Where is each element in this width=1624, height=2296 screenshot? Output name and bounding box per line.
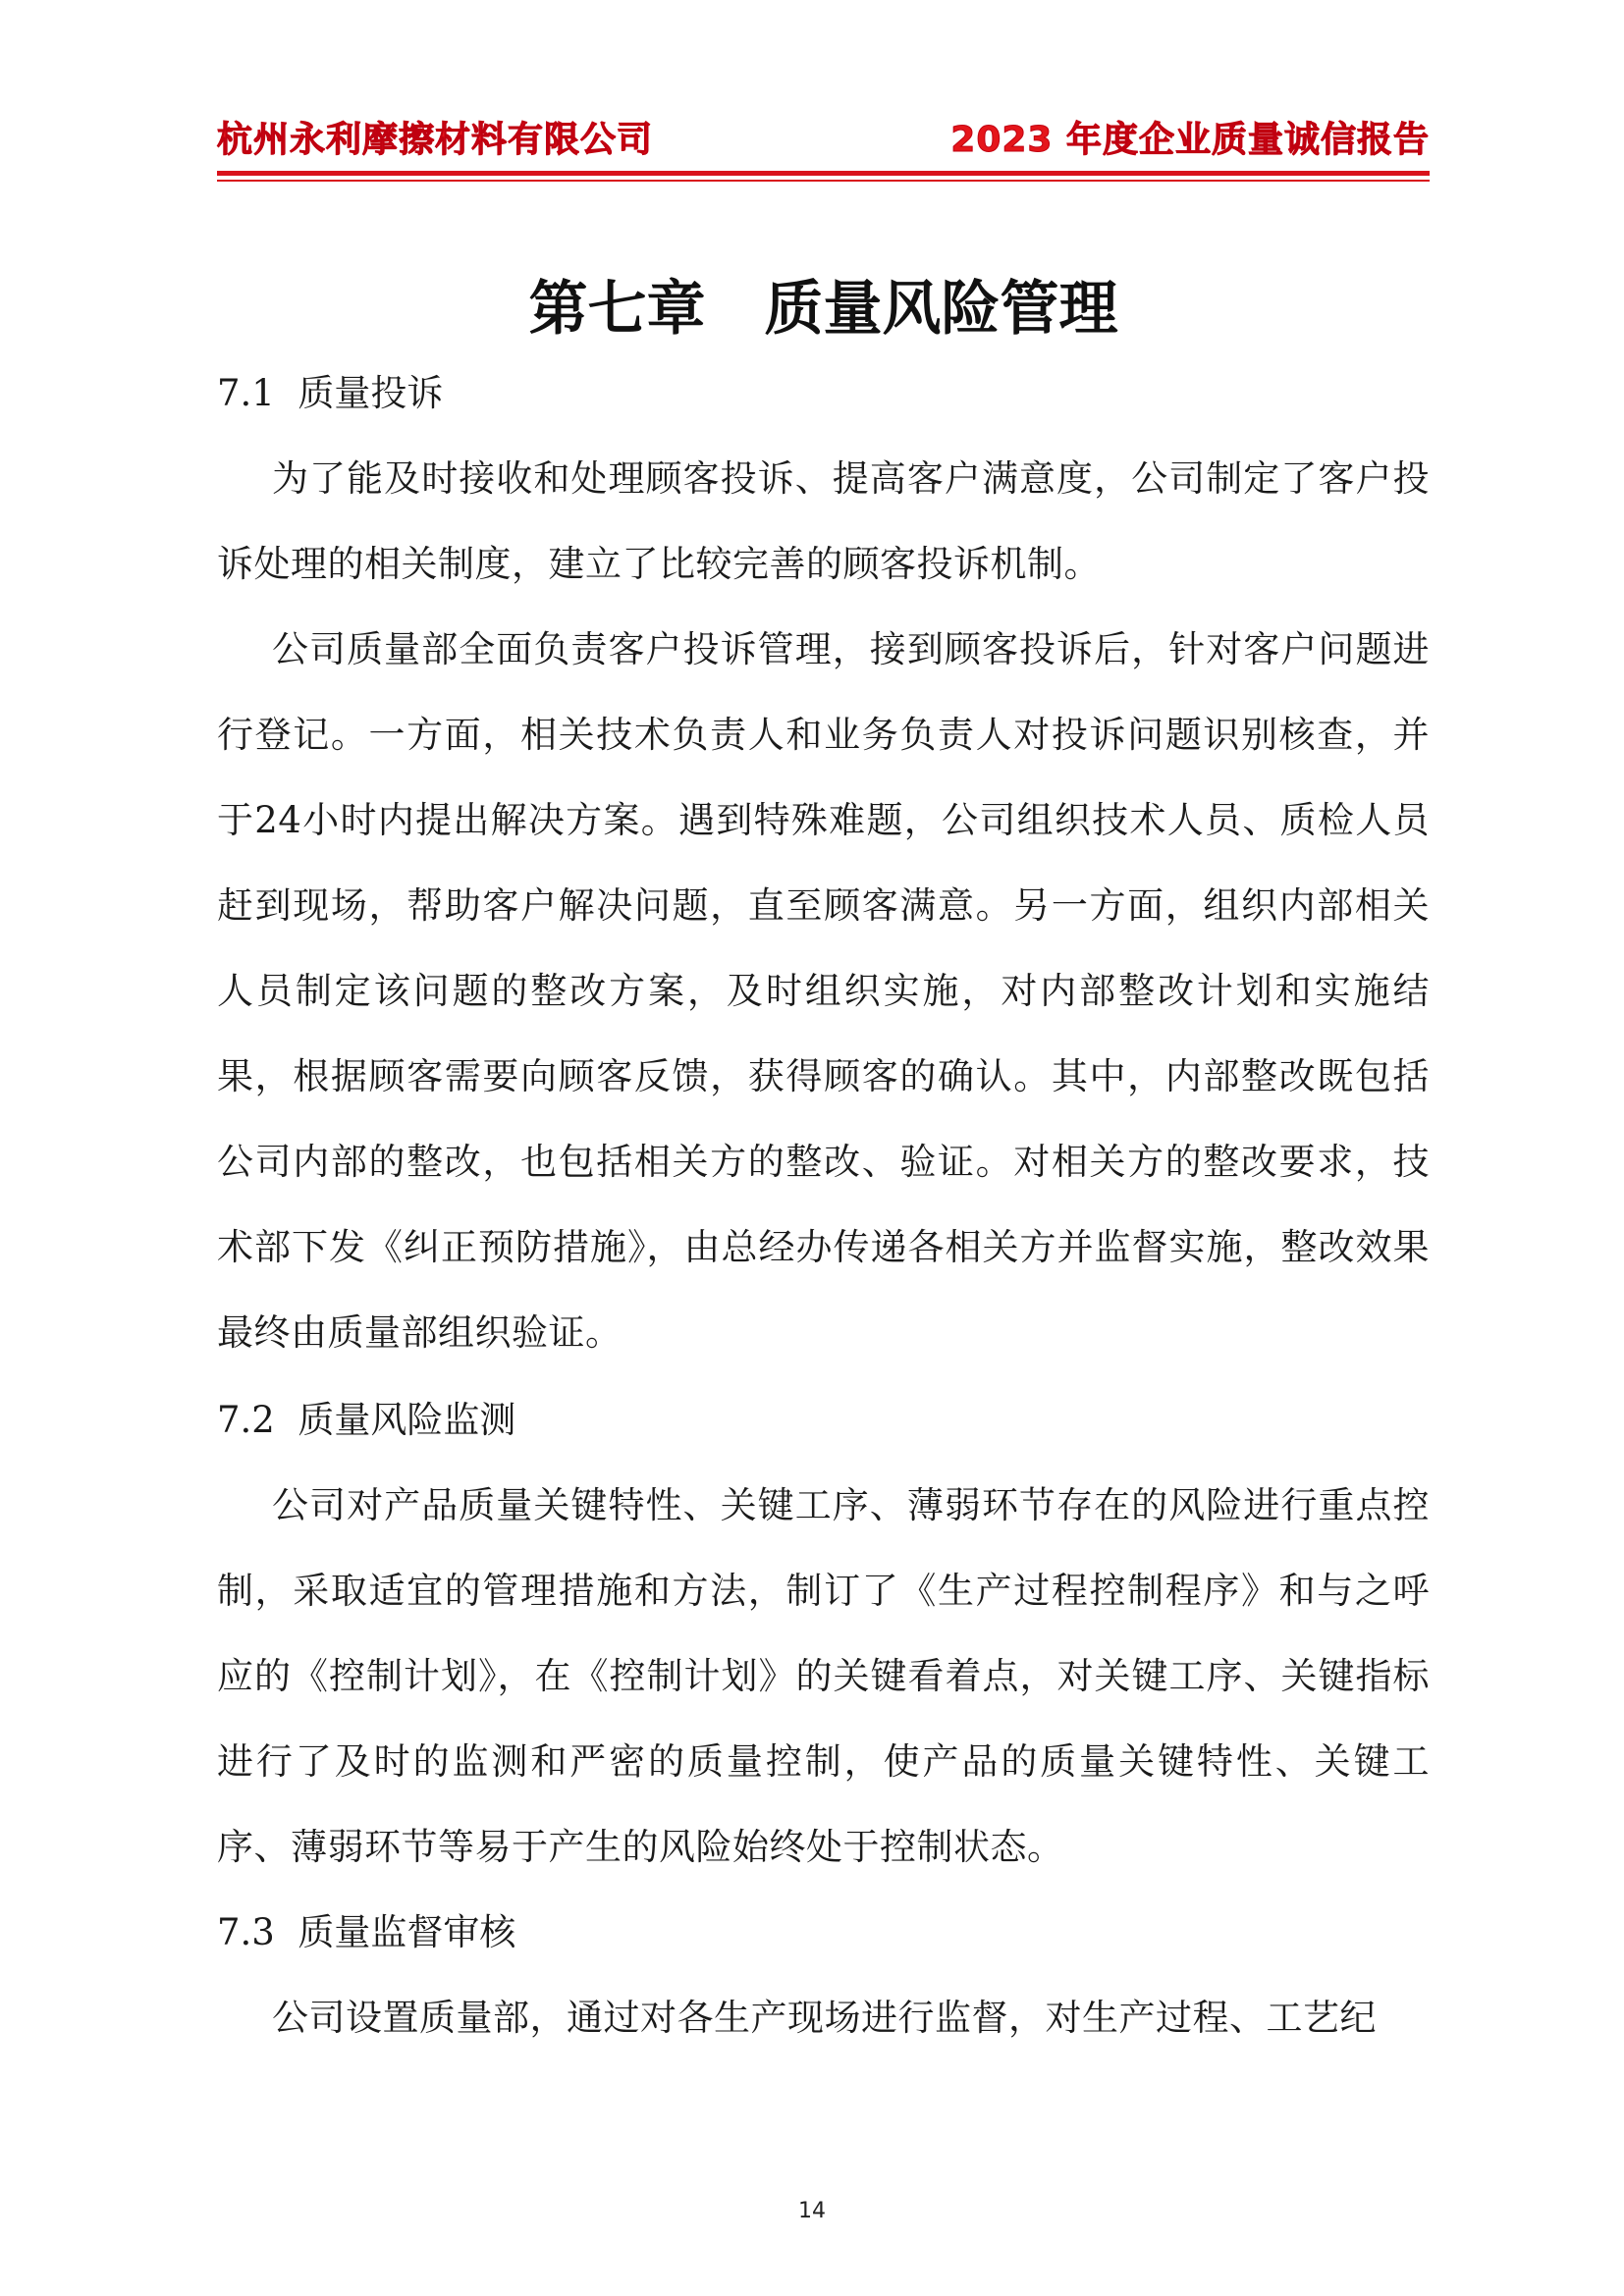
page-number: 14 — [798, 2199, 826, 2223]
header-divider-thick — [217, 171, 1430, 176]
paragraph: 公司质量部全面负责客户投诉管理，接到顾客投诉后，针对客户问题进行登记。一方面，相关技术负责人和业务负责人对投诉问题识别核查，并于24小时内提出解决方案。遇到特殊难题，公司组织技术人员、质检人员赶到现场，帮助客户解决问题，直至顾客满意。另一方面，组织内部相关人员制定该问题的整改方案，及时组织实施，对内部整改计划和实施结果，根据顾客需要向顾客反馈，获得顾客的确认。其中，内部整改既包括公司内部的整改，也包括相关方的整改、验证。对相关方的整改要求，技术部下发《纠正预防措施》，由总经办传递各相关方并监督实施，整改效果最终由质量部组织验证。 — [217, 628, 1430, 1354]
header-divider-thin — [217, 180, 1430, 182]
header-report-title: 2023 年度企业质量诚信报告 — [950, 120, 1430, 160]
section-heading: 7.1 质量投诉 — [217, 372, 444, 414]
section-7-1 — [217, 350, 1430, 1375]
header-company-name: 杭州永利摩擦材料有限公司 — [217, 120, 654, 160]
paragraph: 公司对产品质量关键特性、关键工序、薄弱环节存在的风险进行重点控制，采取适宜的管理措施和方法，制订了《生产过程控制程序》和与之呼应的《控制计划》，在《控制计划》的关键看着点，对关键工序、关键指标进行了及时的监测和严密的质量控制，使产品的质量关键特性、关键工序、薄弱环节等易于产生的风险始终处于控制状态。 — [217, 1484, 1430, 1868]
chapter-title: 第七章 质量风险管理 — [528, 275, 1118, 345]
section-7-2 — [217, 1377, 1430, 1890]
section-7-3 — [217, 1890, 1430, 2060]
section-heading: 7.3 质量监督审核 — [217, 1911, 516, 1953]
section-heading: 7.2 质量风险监测 — [217, 1399, 516, 1441]
paragraph: 为了能及时接收和处理顾客投诉、提高客户满意度，公司制定了客户投诉处理的相关制度，建立了比较完善的顾客投诉机制。 — [217, 457, 1430, 585]
paragraph: 公司设置质量部，通过对各生产现场进行监督，对生产过程、工艺纪 — [272, 1997, 1377, 2039]
page-header — [217, 116, 1430, 165]
